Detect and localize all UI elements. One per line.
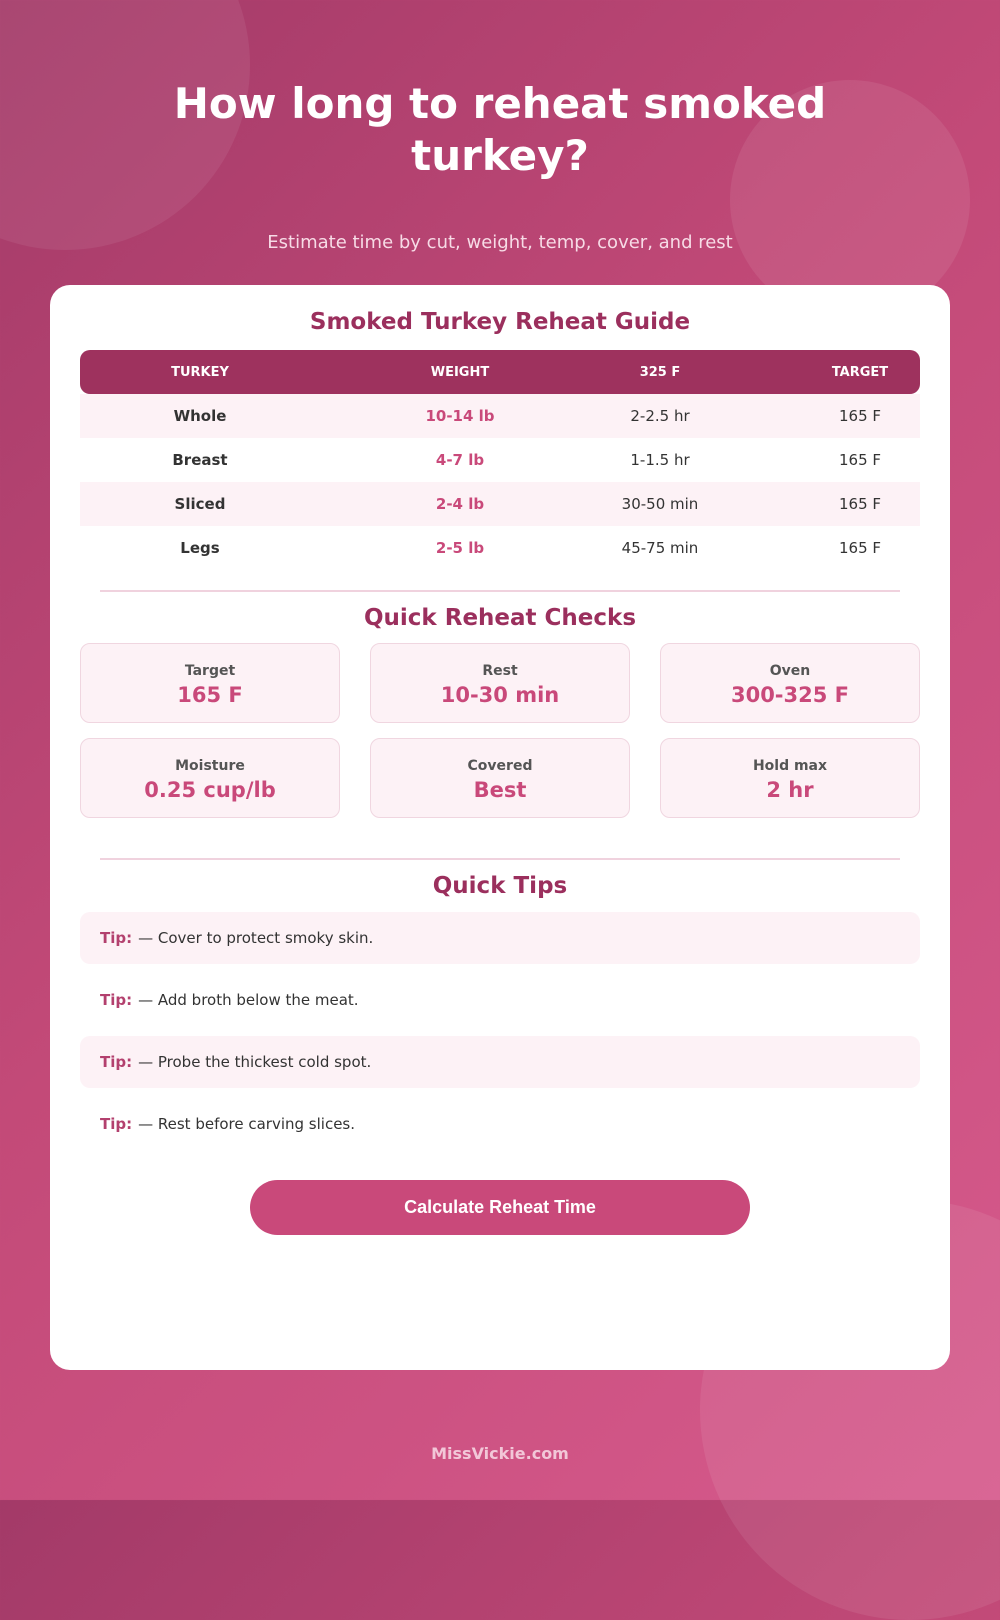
- check-value: 165 F: [177, 683, 243, 707]
- tip-text: — Cover to protect smoky skin.: [138, 929, 374, 947]
- cut-cell: Whole: [173, 407, 227, 425]
- tip-item: [80, 974, 920, 1026]
- cut-cell: Sliced: [174, 495, 226, 513]
- main-card: [50, 285, 950, 1370]
- check-label: Oven: [769, 663, 811, 679]
- page-subtitle: Estimate time by cut, weight, temp, cover, and rest: [267, 232, 733, 253]
- check-label: Rest: [482, 663, 518, 679]
- page-title: How long to reheat smoked turkey?: [173, 79, 827, 180]
- checks-title: Quick Reheat Checks: [363, 605, 637, 631]
- tip-label: Tip:: [100, 1115, 133, 1133]
- tip-item: [80, 912, 920, 964]
- weight-cell: 4-7 lb: [435, 451, 485, 469]
- cut-cell: Legs: [180, 539, 220, 557]
- column-header: WEIGHT: [430, 364, 490, 380]
- weight-cell: 2-5 lb: [435, 539, 485, 557]
- footer-brand: MissVickie.com: [431, 1444, 569, 1463]
- check-label: Target: [184, 663, 236, 679]
- check-label: Covered: [467, 758, 533, 774]
- check-value: Best: [473, 778, 527, 802]
- check-card: [660, 738, 920, 818]
- column-header: 325 F: [639, 364, 681, 380]
- check-card: [370, 738, 630, 818]
- column-header: TURKEY: [171, 364, 229, 380]
- check-value: 2 hr: [766, 778, 814, 802]
- check-value: 10-30 min: [440, 683, 560, 707]
- weight-cell: 2-4 lb: [435, 495, 485, 513]
- tip-text: — Add broth below the meat.: [138, 991, 359, 1009]
- table-row: [80, 482, 920, 526]
- check-label: Hold max: [752, 758, 828, 774]
- target-cell: 165 F: [838, 539, 882, 557]
- time-cell: 1-1.5 hr: [630, 451, 690, 469]
- table-row: [80, 394, 920, 438]
- check-card: [660, 643, 920, 723]
- target-cell: 165 F: [838, 495, 882, 513]
- time-cell: 45-75 min: [621, 539, 699, 557]
- tip-label: Tip:: [100, 1053, 133, 1071]
- tip-label: Tip:: [100, 991, 133, 1009]
- table-row: [80, 438, 920, 482]
- section-divider: [100, 590, 900, 592]
- tips-title: Quick Tips: [432, 873, 568, 899]
- tip-text: — Rest before carving slices.: [138, 1115, 356, 1133]
- guide-title: Smoked Turkey Reheat Guide: [309, 309, 691, 335]
- check-card: [80, 643, 340, 723]
- check-card: [370, 643, 630, 723]
- reheat-table: [80, 350, 920, 570]
- target-cell: 165 F: [838, 451, 882, 469]
- section-divider: [100, 858, 900, 860]
- cut-cell: Breast: [172, 451, 228, 469]
- tip-text: — Probe the thickest cold spot.: [138, 1053, 372, 1071]
- column-header: TARGET: [831, 364, 889, 380]
- time-cell: 2-2.5 hr: [630, 407, 690, 425]
- target-cell: 165 F: [838, 407, 882, 425]
- time-cell: 30-50 min: [621, 495, 699, 513]
- calculate-reheat-time-button[interactable]: Calculate Reheat Time: [250, 1180, 750, 1235]
- check-value: 0.25 cup/lb: [144, 778, 276, 802]
- weight-cell: 10-14 lb: [425, 407, 495, 425]
- table-row: [80, 526, 920, 570]
- tip-item: [80, 1098, 920, 1150]
- check-card: [80, 738, 340, 818]
- check-value: 300-325 F: [730, 683, 850, 707]
- table-header: [80, 350, 920, 394]
- check-label: Moisture: [175, 758, 245, 774]
- tip-item: [80, 1036, 920, 1088]
- tip-label: Tip:: [100, 929, 133, 947]
